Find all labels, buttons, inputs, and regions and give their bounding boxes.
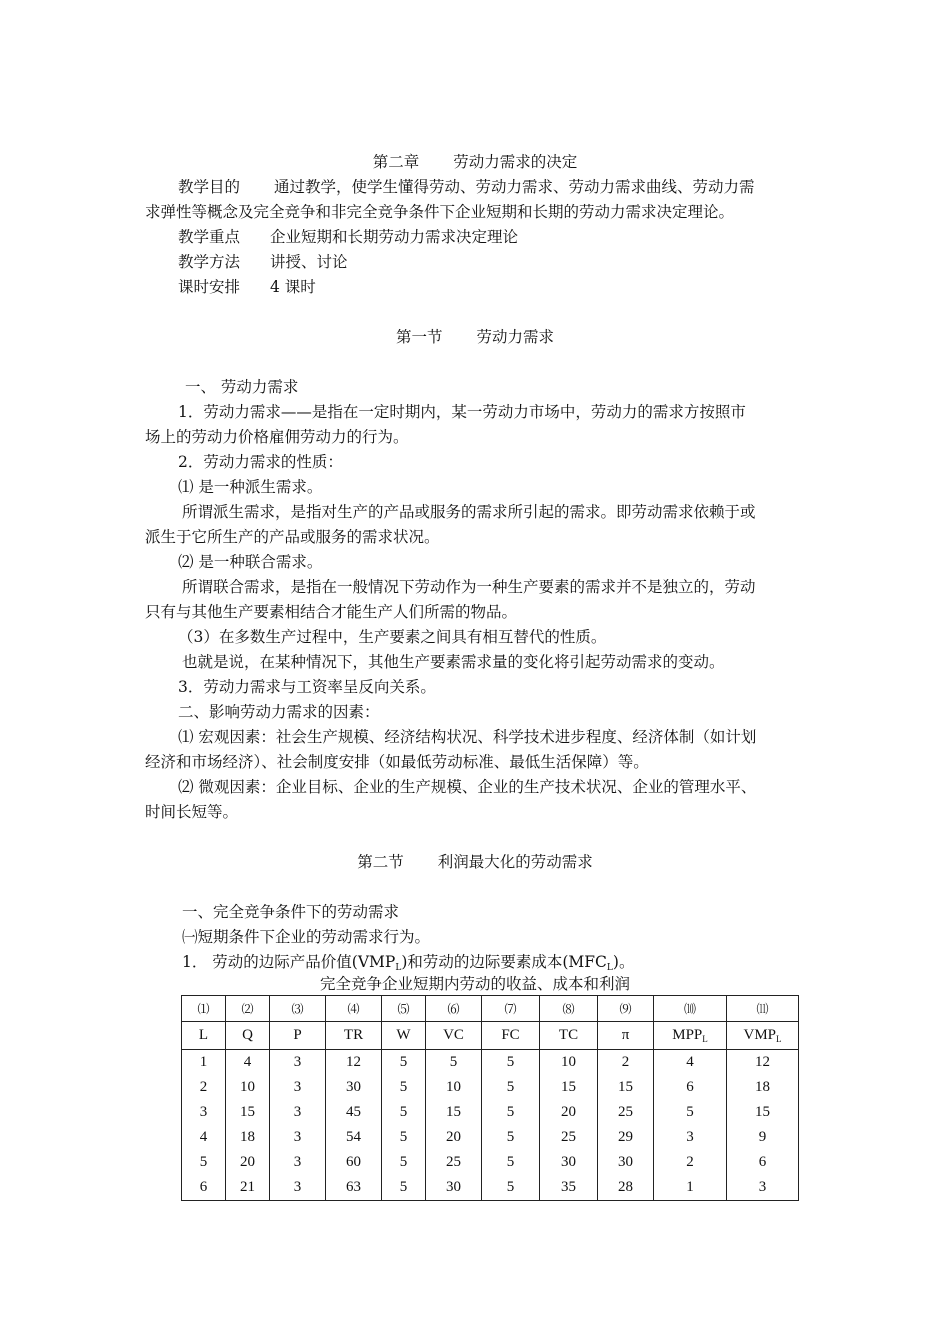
- s2-para1-part3: )。: [612, 953, 635, 971]
- header-symbol: TR: [343, 1027, 364, 1043]
- table-cell: 3: [654, 1125, 727, 1150]
- header-symbol: TC: [558, 1027, 579, 1043]
- table-row: [182, 1050, 799, 1076]
- table-cell: 30: [598, 1150, 654, 1175]
- table-cell: 20: [426, 1125, 482, 1150]
- header-symbol: P: [293, 1027, 302, 1043]
- table-cell: 5: [482, 1125, 540, 1150]
- table-cell: 5: [482, 1050, 540, 1076]
- table-cell: 20: [540, 1100, 598, 1125]
- column-number-cell: ⑴: [182, 996, 226, 1022]
- table-cell: 15: [598, 1075, 654, 1100]
- s1-heading1: 一、 劳动力需求: [185, 378, 299, 396]
- table-cell: 3: [270, 1150, 326, 1175]
- header-symbol: FC: [501, 1027, 520, 1043]
- column-header-cell: [182, 1022, 226, 1050]
- table-cell: 5: [482, 1175, 540, 1201]
- table-cell: 12: [326, 1050, 382, 1076]
- table-cell: 35: [540, 1175, 598, 1201]
- hours-label: 课时安排: [178, 278, 241, 296]
- table-cell: 9: [727, 1125, 799, 1150]
- header-subscript: L: [776, 1034, 782, 1044]
- table-cell: 25: [540, 1125, 598, 1150]
- s1-para2: 2．劳动力需求的性质：: [178, 453, 343, 471]
- data-table: [181, 995, 799, 1201]
- s1-para6-line2: 只有与其他生产要素相结合才能生产人们所需的物品。: [145, 603, 518, 621]
- focus-label: 教学重点: [178, 228, 241, 246]
- header-symbol: L: [198, 1027, 209, 1043]
- s1-para10-line1: ⑴ 宏观因素：社会生产规模、经济结构状况、科学技术进步程度、经济体制（如计划: [178, 728, 757, 746]
- table-cell: 3: [270, 1050, 326, 1076]
- table-cell: 5: [482, 1150, 540, 1175]
- column-header-cell: [382, 1022, 426, 1050]
- s2-heading1: 一、完全竞争条件下的劳动需求: [182, 903, 400, 921]
- table-cell: 2: [598, 1050, 654, 1076]
- table-cell: 10: [226, 1075, 270, 1100]
- column-header-cell: [326, 1022, 382, 1050]
- table-header-row: [182, 1022, 799, 1050]
- table-cell: 5: [426, 1050, 482, 1076]
- column-header-cell: [540, 1022, 598, 1050]
- table-cell: 4: [182, 1125, 226, 1150]
- s1-para3: ⑴ 是一种派生需求。: [178, 478, 323, 496]
- column-number-cell: ⑹: [426, 996, 482, 1022]
- column-number-cell: ⑽: [654, 996, 727, 1022]
- column-number-cell: ⑸: [382, 996, 426, 1022]
- column-number-cell: ⑵: [226, 996, 270, 1022]
- column-number-cell: ⑻: [540, 996, 598, 1022]
- column-header-cell: [654, 1022, 727, 1050]
- table-cell: 3: [182, 1100, 226, 1125]
- table-cell: 12: [727, 1050, 799, 1076]
- table-cell: 3: [270, 1100, 326, 1125]
- s1-para6-line1: 所谓联合需求，是指在一般情况下劳动作为一种生产要素的需求并不是独立的，劳动: [182, 578, 756, 596]
- section2-number: 第二节: [357, 853, 404, 871]
- column-header-cell: [727, 1022, 799, 1050]
- table-cell: 5: [382, 1100, 426, 1125]
- table-cell: 54: [326, 1125, 382, 1150]
- column-number-cell: ⑺: [482, 996, 540, 1022]
- table-cell: 3: [270, 1125, 326, 1150]
- table-cell: 18: [226, 1125, 270, 1150]
- header-symbol: Q: [242, 1027, 253, 1043]
- s1-para7: （3）在多数生产过程中，生产要素之间具有相互替代的性质。: [178, 628, 607, 646]
- table-cell: 29: [598, 1125, 654, 1150]
- column-header-cell: [226, 1022, 270, 1050]
- table-cell: 25: [598, 1100, 654, 1125]
- s1-para4-line1: 所谓派生需求，是指对生产的产品或服务的需求所引起的需求。即劳动需求依赖于或: [182, 503, 756, 521]
- vmp-subscript: L: [395, 963, 402, 973]
- header-symbol: MPP: [672, 1027, 703, 1043]
- table-cell: 30: [326, 1075, 382, 1100]
- table-cell: 15: [727, 1100, 799, 1125]
- s2-heading2: ㈠短期条件下企业的劳动需求行为。: [182, 928, 431, 946]
- column-header-cell: [426, 1022, 482, 1050]
- s1-para8: 也就是说，在某种情况下，其他生产要素需求量的变化将引起劳动需求的变动。: [182, 653, 725, 671]
- table-cell: 30: [426, 1175, 482, 1201]
- s1-para1-line1: 1．劳动力需求——是指在一定时期内，某一劳动力市场中，劳动力的需求方按照市: [178, 403, 746, 421]
- table-cell: 28: [598, 1175, 654, 1201]
- s2-para1-part1: 1． 劳动的边际产品价值(VMP: [182, 953, 396, 971]
- s1-para9: 3．劳动力需求与工资率呈反向关系。: [178, 678, 436, 696]
- table-cell: 63: [326, 1175, 382, 1201]
- method-label: 教学方法: [178, 253, 241, 271]
- objectives-line1: [178, 176, 755, 198]
- table-column-number-row: [182, 996, 799, 1022]
- table-cell: 3: [270, 1075, 326, 1100]
- table-cell: 1: [182, 1050, 226, 1076]
- column-number-cell: ⑷: [326, 996, 382, 1022]
- table-cell: 4: [226, 1050, 270, 1076]
- s1-para10-line2: 经济和市场经济）、社会制度安排（如最低劳动标准、最低生活保障）等。: [145, 753, 649, 771]
- s1-para11-line1: ⑵ 微观因素：企业目标、企业的生产规模、企业的生产技术状况、企业的管理水平、: [178, 778, 757, 796]
- column-number-cell: ⑼: [598, 996, 654, 1022]
- s1-para1-line2: 场上的劳动力价格雇佣劳动力的行为。: [145, 428, 409, 446]
- table-cell: 10: [540, 1050, 598, 1076]
- table-cell: 5: [382, 1150, 426, 1175]
- table-cell: 4: [654, 1050, 727, 1076]
- table-cell: 5: [382, 1050, 426, 1076]
- table-cell: 1: [654, 1175, 727, 1201]
- table-cell: 5: [482, 1075, 540, 1100]
- objectives-text: 通过教学，使学生懂得劳动、劳动力需求、劳动力需求曲线、劳动力需: [274, 178, 755, 196]
- s1-para4-line2: 派生于它所生产的产品或服务的需求状况。: [145, 528, 440, 546]
- section2-name: 利润最大化的劳动需求: [437, 853, 593, 871]
- mfc-subscript: L: [606, 963, 613, 973]
- table-row: [182, 1125, 799, 1150]
- table-cell: 3: [727, 1175, 799, 1201]
- section1-title: [0, 326, 950, 348]
- column-header-cell: [270, 1022, 326, 1050]
- s1-heading2: 二、影响劳动力需求的因素：: [178, 703, 380, 721]
- objectives-line2: 求弹性等概念及完全竞争和非完全竞争条件下企业短期和长期的劳动力需求决定理论。: [145, 203, 735, 221]
- column-header-cell: [482, 1022, 540, 1050]
- method-value: 讲授、讨论: [270, 253, 348, 271]
- table-cell: 60: [326, 1150, 382, 1175]
- s2-para1: [182, 951, 634, 973]
- table-cell: 6: [182, 1175, 226, 1201]
- table-cell: 18: [727, 1075, 799, 1100]
- table-cell: 10: [426, 1075, 482, 1100]
- table-cell: 5: [654, 1100, 727, 1125]
- table-cell: 15: [426, 1100, 482, 1125]
- table-cell: 15: [540, 1075, 598, 1100]
- table-cell: 25: [426, 1150, 482, 1175]
- table-cell: 2: [182, 1075, 226, 1100]
- table-cell: 5: [182, 1150, 226, 1175]
- objectives-label: 教学目的: [178, 178, 241, 196]
- table-cell: 45: [326, 1100, 382, 1125]
- table-cell: 5: [382, 1175, 426, 1201]
- table-cell: 3: [270, 1175, 326, 1201]
- table-cell: 5: [482, 1100, 540, 1125]
- focus-line: [178, 226, 518, 248]
- table-cell: 2: [654, 1150, 727, 1175]
- method-line: [178, 251, 348, 273]
- hours-value: 4 课时: [270, 278, 316, 296]
- table-cell: 5: [382, 1125, 426, 1150]
- section2-title: [0, 851, 950, 873]
- table-cell: 15: [226, 1100, 270, 1125]
- section1-number: 第一节: [395, 328, 443, 346]
- s2-para1-part2: )和劳动的边际要素成本(MFC: [401, 953, 607, 971]
- table-row: [182, 1075, 799, 1100]
- chapter-number: 第二章: [372, 153, 420, 171]
- header-symbol: π: [621, 1027, 630, 1043]
- table-row: [182, 1100, 799, 1125]
- header-symbol: VC: [443, 1027, 464, 1043]
- table-cell: 6: [727, 1150, 799, 1175]
- column-number-cell: ⑶: [270, 996, 326, 1022]
- table-cell: 5: [382, 1075, 426, 1100]
- header-symbol: VMP: [743, 1027, 776, 1043]
- table-row: [182, 1175, 799, 1201]
- table-cell: 21: [226, 1175, 270, 1201]
- table-row: [182, 1150, 799, 1175]
- column-header-cell: [598, 1022, 654, 1050]
- focus-value: 企业短期和长期劳动力需求决定理论: [270, 228, 519, 246]
- section1-name: 劳动力需求: [476, 328, 555, 346]
- s1-para5: ⑵ 是一种联合需求。: [178, 553, 323, 571]
- s1-para11-line2: 时间长短等。: [145, 803, 239, 821]
- header-subscript: L: [702, 1034, 708, 1044]
- column-number-cell: ⑾: [727, 996, 799, 1022]
- header-symbol: W: [396, 1027, 411, 1043]
- table-cell: 6: [654, 1075, 727, 1100]
- chapter-title: [0, 151, 950, 173]
- chapter-name: 劳动力需求的决定: [453, 153, 578, 171]
- table-cell: 30: [540, 1150, 598, 1175]
- table-cell: 20: [226, 1150, 270, 1175]
- table-caption: 完全竞争企业短期内劳动的收益、成本和利润: [319, 975, 630, 993]
- hours-line: [178, 276, 316, 298]
